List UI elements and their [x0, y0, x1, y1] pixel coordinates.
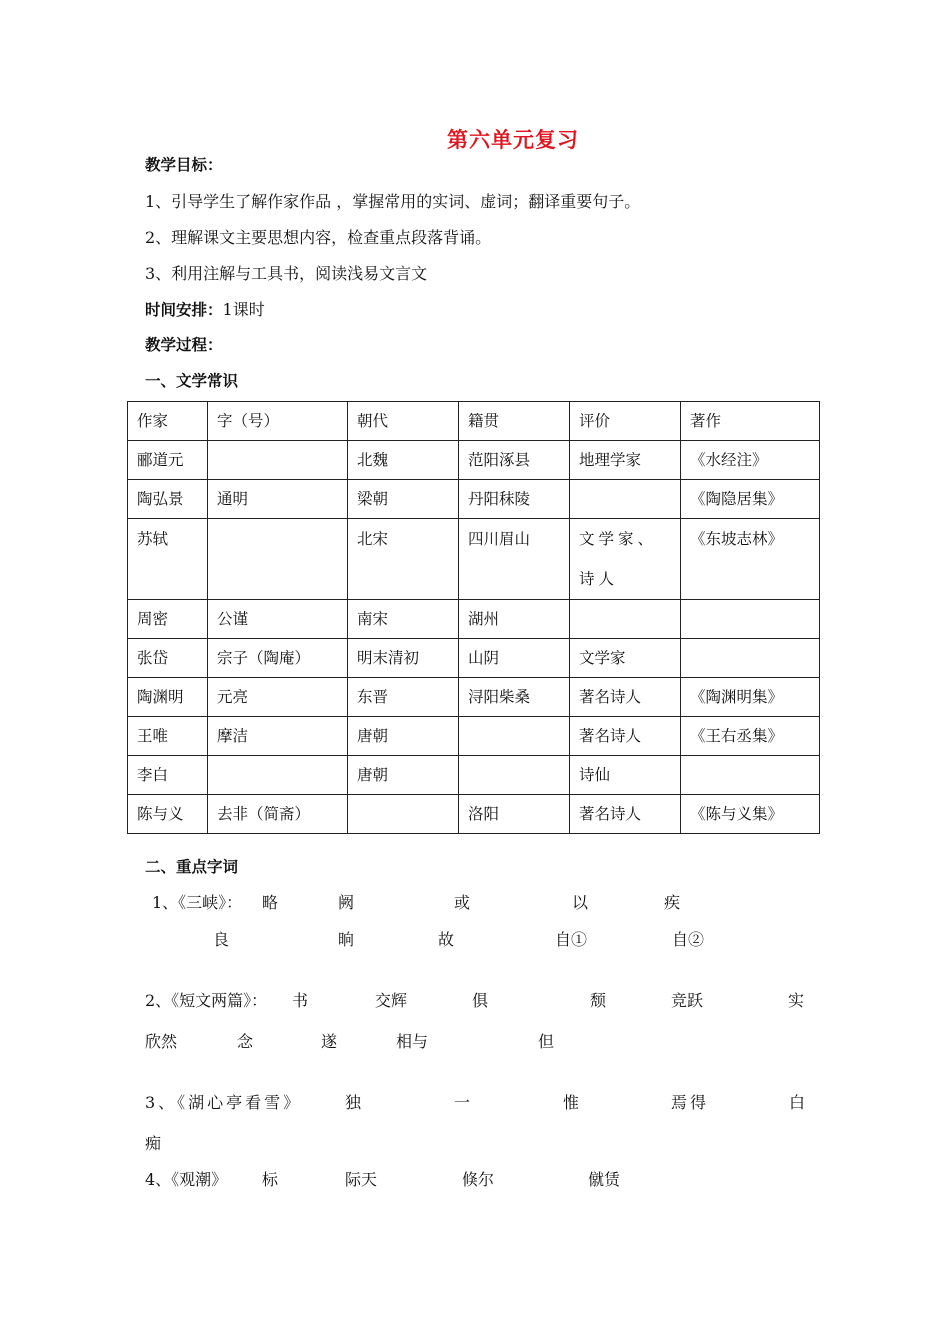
table-cell: 著名诗人: [570, 717, 681, 756]
table-cell: 苏轼: [128, 519, 208, 600]
table-cell: 《陈与义集》: [681, 795, 820, 834]
word-entry: 痴: [145, 1134, 162, 1153]
word-entry: 际天: [345, 1170, 378, 1189]
table-row: [128, 756, 820, 795]
table-cell: 文学家: [570, 639, 681, 678]
word-entry: 独: [345, 1093, 362, 1112]
table-cell: [459, 756, 570, 795]
table-header-row: [128, 402, 820, 441]
word-entry: 欣然: [145, 1032, 178, 1051]
table-cell: 山阴: [459, 639, 570, 678]
word-entry: 僦赁: [588, 1170, 621, 1189]
table-cell: 东晋: [348, 678, 459, 717]
table-cell: 《陶隐居集》: [681, 480, 820, 519]
table-cell: 陶弘景: [128, 480, 208, 519]
table-cell: [348, 795, 459, 834]
word-entry: 白: [789, 1093, 806, 1112]
table-cell: [208, 756, 348, 795]
table-cell: 《陶渊明集》: [681, 678, 820, 717]
table-cell: 诗仙: [570, 756, 681, 795]
table-cell: 文学家、诗人: [570, 519, 681, 600]
table-row: [128, 678, 820, 717]
table-row: [128, 639, 820, 678]
table-header-cell: 朝代: [348, 402, 459, 441]
table-cell: 公谨: [208, 600, 348, 639]
word-item-label: 2、《短文两篇》：: [145, 991, 268, 1010]
word-entry: 书: [292, 991, 309, 1010]
table-cell: 摩洁: [208, 717, 348, 756]
table-cell: 范阳涿县: [459, 441, 570, 480]
table-cell: 《王右丞集》: [681, 717, 820, 756]
time-arrangement: [145, 297, 265, 320]
table-cell: [208, 519, 348, 600]
table-header-cell: 作家: [128, 402, 208, 441]
table-cell: 地理学家: [570, 441, 681, 480]
table-cell: 李白: [128, 756, 208, 795]
word-entry: 自①: [555, 930, 588, 949]
word-entry: 但: [538, 1032, 555, 1051]
goal-item: 3、利用注解与工具书，阅读浅易文言文: [145, 264, 428, 283]
word-entry: 或: [454, 893, 471, 912]
authors-table: [127, 401, 820, 834]
word-entry: 交辉: [375, 991, 408, 1010]
time-value: 1课时: [222, 300, 265, 319]
table-cell: 张岱: [128, 639, 208, 678]
word-entry: 竞跃: [671, 991, 704, 1010]
table-cell: 郦道元: [128, 441, 208, 480]
table-cell: [208, 441, 348, 480]
goal-item: 1、引导学生了解作家作品 ，掌握常用的实词、虚词；翻译重要句子。: [145, 192, 641, 211]
table-header-cell: 字（号）: [208, 402, 348, 441]
word-entry: 自②: [672, 930, 705, 949]
table-cell: 北宋: [348, 519, 459, 600]
table-header-cell: 著作: [681, 402, 820, 441]
table-cell: 王唯: [128, 717, 208, 756]
table-cell: 陶渊明: [128, 678, 208, 717]
page-title: 第六单元复习: [447, 128, 579, 152]
word-entry: 念: [237, 1032, 254, 1051]
word-entry: 故: [438, 930, 455, 949]
table-cell: 湖州: [459, 600, 570, 639]
word-entry: 相与: [396, 1032, 429, 1051]
table-cell: [459, 717, 570, 756]
process-heading: 教学过程：: [145, 336, 223, 354]
table-cell: 南宋: [348, 600, 459, 639]
table-cell: 周密: [128, 600, 208, 639]
goal-item: 2、理解课文主要思想内容，检查重点段落背诵。: [145, 228, 492, 247]
time-label: 时间安排：: [145, 301, 223, 319]
table-row: [128, 717, 820, 756]
word-entry: 以: [572, 893, 589, 912]
table-header-cell: 籍贯: [459, 402, 570, 441]
word-entry: 遂: [321, 1032, 338, 1051]
table-cell: 《东坡志林》: [681, 519, 820, 600]
table-cell: 梁朝: [348, 480, 459, 519]
word-entry: 焉得: [671, 1093, 710, 1112]
table-cell: 宗子（陶庵）: [208, 639, 348, 678]
goals-heading: 教学目标：: [145, 156, 223, 174]
word-entry: 俱: [472, 991, 489, 1010]
word-entry: 惟: [563, 1093, 580, 1112]
table-cell: 通明: [208, 480, 348, 519]
word-entry: 一: [454, 1093, 471, 1112]
table-cell: 北魏: [348, 441, 459, 480]
table-cell: [681, 756, 820, 795]
table-cell: 四川眉山: [459, 519, 570, 600]
word-item-label: 1、《三峡》：: [152, 893, 243, 912]
table-cell: 丹阳秣陵: [459, 480, 570, 519]
table-cell: 著名诗人: [570, 678, 681, 717]
table-row: [128, 795, 820, 834]
table-cell: 浔阳柴桑: [459, 678, 570, 717]
word-entry: 良: [213, 930, 230, 949]
word-entry: 倏尔: [462, 1170, 495, 1189]
table-cell: 《水经注》: [681, 441, 820, 480]
table-row: [128, 441, 820, 480]
word-entry: 阙: [338, 893, 355, 912]
section2-heading: 二、重点字词: [145, 858, 239, 876]
table-cell: 唐朝: [348, 756, 459, 795]
word-entry: 标: [262, 1170, 279, 1189]
table-cell: 唐朝: [348, 717, 459, 756]
table-cell: 洛阳: [459, 795, 570, 834]
table-cell: 明末清初: [348, 639, 459, 678]
table-cell: 去非（简斋）: [208, 795, 348, 834]
table-cell: [681, 600, 820, 639]
table-cell: 元亮: [208, 678, 348, 717]
table-cell: 陈与义: [128, 795, 208, 834]
table-cell: [570, 480, 681, 519]
word-entry: 颓: [590, 991, 607, 1010]
table-cell: [570, 600, 681, 639]
word-entry: 实: [788, 991, 805, 1010]
word-item-label: 3、《湖心亭看雪》: [145, 1093, 303, 1112]
section1-heading: 一、文学常识: [145, 372, 239, 390]
word-entry: 略: [262, 893, 279, 912]
table-row: [128, 480, 820, 519]
word-entry: 晌: [338, 930, 355, 949]
table-header-cell: 评价: [570, 402, 681, 441]
table-row: [128, 600, 820, 639]
table-cell: [681, 639, 820, 678]
word-item-label: 4、《观潮》: [145, 1170, 228, 1189]
word-entry: 疾: [664, 893, 681, 912]
table-row: [128, 519, 820, 600]
table-cell: 著名诗人: [570, 795, 681, 834]
